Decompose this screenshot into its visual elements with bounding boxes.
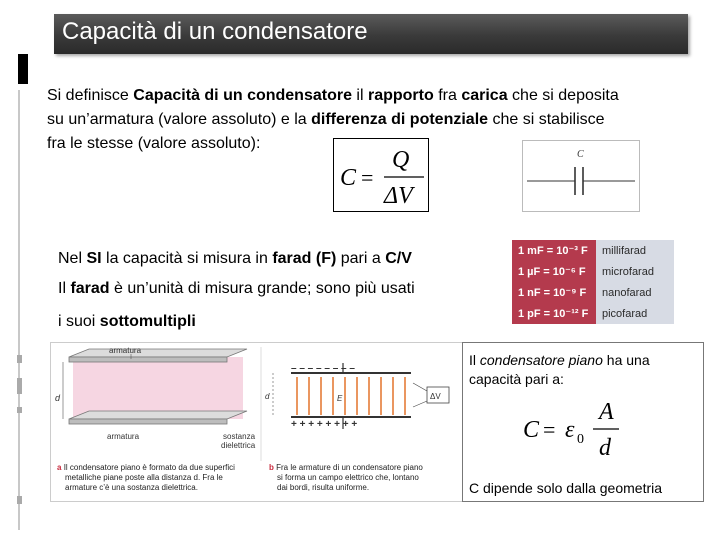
unit-name: picofarad [596,303,674,324]
caption-b-line [269,463,423,473]
minus-charges: – – – – – – – – [291,363,355,374]
unit-value: 1 µF = 10⁻⁶ F [512,261,596,282]
caption-a-line: metalliche piane poste alla distanza d. Fra le [65,473,223,482]
caption-letter: a [57,463,62,472]
text-bold: sottomultipli [99,313,196,330]
decorative-bar [18,54,28,84]
unit-value: 1 nF = 10⁻⁹ F [512,282,596,303]
geometry-note: C dipende solo dalla geometria [469,480,663,496]
formula-numerator: Q [392,147,410,173]
unit-name: nanofarad [596,282,674,303]
text-span: i suoi [58,313,100,330]
caption-a-line [57,463,235,473]
definition-line-3: fra le stesse (valore assoluto): [47,135,261,152]
label-d: d [55,393,61,403]
caption-text: Fra le armature di un condensatore piano [276,463,423,472]
table-row [512,282,674,303]
formula-numerator: A [599,399,614,425]
text-bold: SI [86,250,102,267]
units-table [512,240,674,324]
decorative-mark [17,355,22,363]
voltage-lead [413,401,427,407]
top-plate-edge [69,357,227,362]
table-row [512,261,674,282]
figure-drawing [51,343,469,463]
capacitance-formula [333,138,429,212]
dielectric [73,357,243,419]
formula-lhs: C [340,165,357,191]
text-span: che si stabilisce [488,111,605,128]
text-span: il [351,87,368,104]
text-bold: C/V [385,250,412,267]
parallel-plate-box [462,342,704,502]
text-span: Il [469,352,480,368]
text-span: ha una [602,352,650,368]
caption-text: Il condensatore piano è formato da due superfici [63,463,235,472]
formula-svg [334,139,428,211]
text-span: Nel [58,250,87,267]
formula-subscript: 0 [577,432,584,447]
capacitor-figure [50,342,470,502]
formula-denominator: d [599,435,611,461]
text-span: la capacità si misura in [101,250,273,267]
definition-line-2 [47,108,605,132]
rightbox-line-2: capacità pari a: [469,371,564,387]
voltage-lead [413,383,427,391]
definition-line-1 [47,84,619,108]
label-armatura: armatura [109,346,142,355]
plus-charges: + + + + + + + + [291,419,358,430]
bottom-plate [69,411,247,419]
formula-eq: = [543,417,556,442]
units-line-3 [58,310,196,334]
formula-lhs: C [523,417,540,443]
text-bold: rapporto [367,87,434,104]
bottom-plate-edge [69,419,227,424]
label-dielettrica: dielettrica [221,441,256,450]
unit-value: 1 pF = 10⁻¹² F [512,303,596,324]
formula-denominator: ΔV [384,183,413,209]
capacitor-symbol [522,140,640,212]
unit-value: 1 mF = 10⁻³ F [512,240,596,261]
capacitor-symbol-svg [523,141,639,211]
caption-b [269,463,423,493]
units-line-2 [58,277,415,301]
text-bold: farad (F) [272,250,337,267]
caption-b-line: dai bordi, risulta uniforme. [277,483,370,492]
text-span: Il [58,280,71,297]
caption-b-line: si forma un campo elettrico che, lontano [277,473,419,482]
text-italic: condensatore piano [479,352,603,368]
units-line-1 [58,247,412,271]
formula-eq: = [361,165,374,190]
decorative-mark [17,407,22,413]
rightbox-line-1 [469,351,650,370]
table-row [512,240,674,261]
text-bold: Capacità di un condensatore [133,87,352,104]
text-span: pari a [336,250,386,267]
label-sostanza: sostanza [223,432,256,441]
caption-letter: b [269,463,274,472]
text-span: Si definisce [47,87,134,104]
units-table-grid [512,240,674,324]
caption-a-line: armature c’è una sostanza dielettrica. [65,483,198,492]
decorative-mark [17,496,22,504]
text-span: che si deposita [507,87,619,104]
field-lines [297,377,405,415]
slide-title: Capacità di un condensatore [62,18,368,45]
label-dV: ΔV [430,392,441,401]
text-span: fra [433,87,462,104]
parallel-plate-formula [519,397,629,463]
unit-name: millifarad [596,240,674,261]
text-span: è un’unità di misura grande; sono più usati [109,280,415,297]
unit-name: microfarad [596,261,674,282]
formula-epsilon: ε [565,417,575,443]
text-bold: farad [70,280,110,297]
decorative-line [18,90,20,530]
decorative-mark [17,378,22,394]
text-bold: differenza di potenziale [311,111,489,128]
label-E: E [337,394,343,403]
label-d2: d [265,392,270,401]
text-span: su un’armatura (valore assoluto) e la [47,111,312,128]
text-bold: carica [461,87,508,104]
table-row [512,303,674,324]
caption-a [57,463,235,493]
label-armatura-2: armatura [107,432,140,441]
top-plate [69,349,247,357]
symbol-label: C [577,149,584,160]
